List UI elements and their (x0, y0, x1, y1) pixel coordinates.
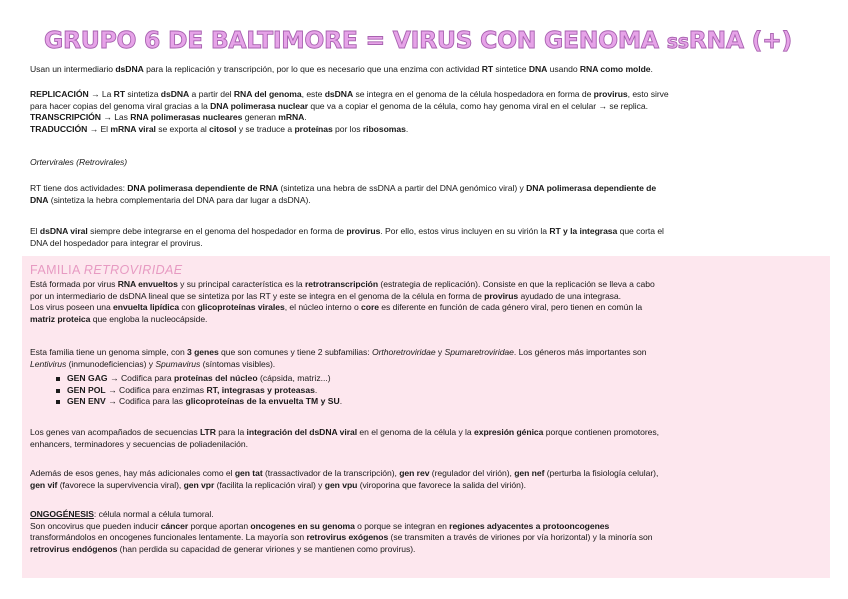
gene-pol-item: GEN POL → Codifica para enzimas RT, integrasas y proteasas. (56, 385, 342, 397)
gene-env-item: GEN ENV → Codifica para las glicoproteínas de la envuelta TM y SU. (56, 396, 342, 408)
gene-gag-item: GEN GAG → Codifica para proteínas del núcleo (cápsida, matriz...) (56, 373, 342, 385)
genome-paragraph: Esta familia tiene un genoma simple, con 3 genes que son comunes y tiene 2 subfamilias: Orthoretroviridae y Spumaretroviridae. Los géneros más importantes son Lentivirus (inmunodeficiencias) y Spumavirus (síntomas visibles). (30, 347, 647, 369)
family-description: Está formada por virus RNA envueltos y su principal característica es la retrotranscripción (estrategia de replicación). Consiste en que la replicación se lleva a cabo por un intermediario de dsDNA lineal que se sintetiza por las RT y este se integra en el genoma de la célula en forma de provirus ayudado de una integrasa. Los virus poseen una envuelta lipídica con glicoproteínas virales, el núcleo interno o core es diferente en función de cada género viral, pero tienen en común la matriz proteica que engloba la nucleocápside. (30, 279, 655, 324)
page-title: GRUPO 6 DE BALTIMORE = VIRUS CON GENOMA ssRNA (+) (44, 26, 792, 54)
oncogenesis-paragraph: ONGOGÉNESIS: célula normal a célula tumoral. Son oncovirus que pueden inducir cáncer porque aportan oncogenes en su genoma o porque se integran en regiones adyacentes a protooncogenes transformándolos en oncogenes funcionales lentamente. La mayoría son retrovirus exógenos (se transmiten a través de viriones por vía horizontal) y la minoría son retrovirus endógenos (han perdida su capacidad de generar viriones y se mantienen como provirus). (30, 509, 653, 554)
replication-paragraph: REPLICACIÓN → La RT sintetiza dsDNA a partir del RNA del genoma, este dsDNA se integra en el genoma de la célula hospedadora en forma de provirus, esto sirve para hacer copias del genoma viral gracias a la DNA polimerasa nuclear que va a copiar el genoma de la célula, como hay genoma viral en el celular → se replica. TRANSCRIPCIÓN → Las RNA polimerasas nucleares generan mRNA. TRADUCCIÓN → El mRNA viral se exporta al citosol y se traduce a proteínas por los ribosomas. (30, 89, 669, 134)
integration-paragraph: El dsDNA viral siempre debe integrarse en el genoma del hospedador en forma de provirus. Por ello, estos virus incluyen en su virión la RT y la integrasa que corta el DNA del hospedador para integrar el provirus. (30, 226, 664, 248)
additional-genes-paragraph: Además de esos genes, hay más adicionales como el gen tat (trassactivador de la transcripción), gen rev (regulador del virión), gen nef (perturba la fisiología celular), gen vif (favorece la supervivencia viral), gen vpr (facilita la replicación viral) y gen vpu (viroporina que favorece la salida del virión). (30, 468, 659, 490)
family-title: FAMILIA RETROVIRIDAE (30, 263, 183, 277)
ltr-paragraph: Los genes van acompañados de secuencias LTR para la integración del dsDNA viral en el genoma de la célula y la expresión génica porque contienen promotores, enhancers, terminadores y secuencias de poliadenilación. (30, 427, 660, 449)
intro-paragraph: Usan un intermediario dsDNA para la replicación y transcripción, por lo que es necesario que una enzima con actividad RT sintetice DNA usando RNA como molde. (30, 64, 653, 74)
genes-list (56, 373, 342, 408)
rt-activities-paragraph: RT tiene dos actividades: DNA polimerasa dependiente de RNA (sintetiza una hebra de ssDNA a partir del DNA genómico viral) y DNA polimerasa dependiente de DNA (sintetiza la hebra complementaria del DNA para dar lugar a dsDNA). (30, 183, 657, 205)
ortervirales-label: Ortervirales (Retrovirales) (30, 157, 128, 167)
